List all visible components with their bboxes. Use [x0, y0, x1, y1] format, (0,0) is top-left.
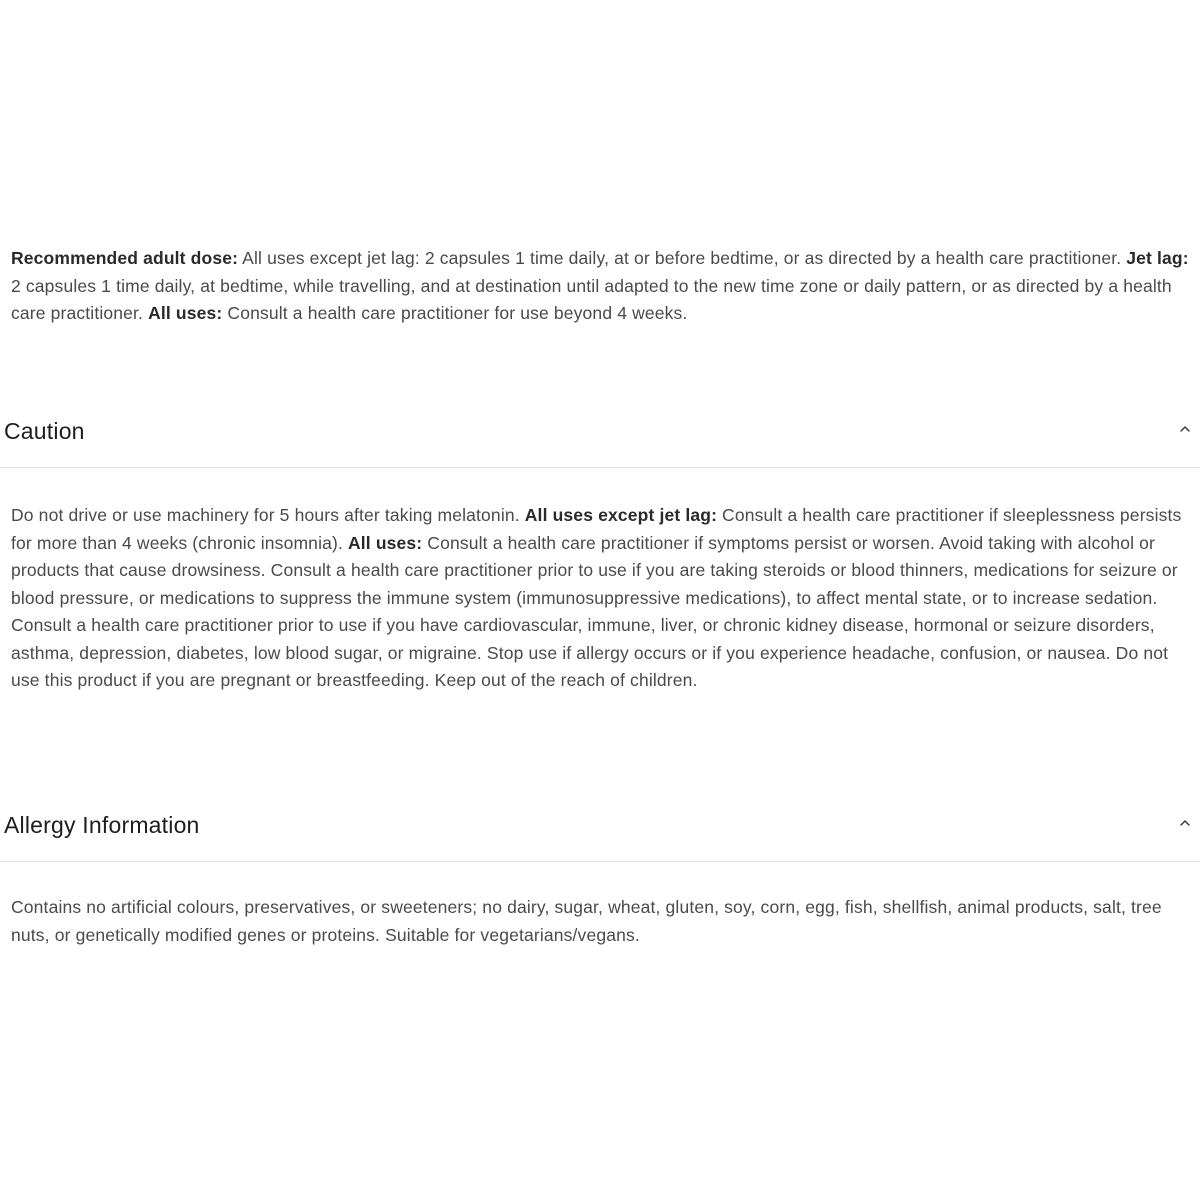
caution-text-except-jet-lag: Consult a health care practitioner if sleeplessness persists for more than 4 weeks (chronic insomnia).: [11, 505, 1182, 553]
caution-text-intro: Do not drive or use machinery for 5 hours after taking melatonin.: [11, 505, 525, 525]
dose-paragraph: [11, 245, 1194, 328]
caution-text-all-uses: Consult a health care practitioner if symptoms persist or worsen. Avoid taking with alcohol or products that cause drowsiness. Consult a health care practitioner prior to use if you are taking steroids or blood thinners, medications for seizure or blood pressure, or medications to suppress the immune system (immunosuppressive medications), to affect mental state, or to increase sedation. Consult a health care practitioner prior to use if you have cardiovascular, immune, liver, or chronic kidney disease, hormonal or seizure disorders, asthma, depression, diabetes, low blood sugar, or migraine. Stop use if allergy occurs or if you experience headache, confusion, or nausea. Do not use this product if you are pregnant or breastfeeding. Keep out of the reach of children.: [11, 532, 1178, 690]
caution-label-except-jet-lag: All uses except jet lag:: [524, 505, 718, 525]
dose-text-all-uses: Consult a health care practitioner for use beyond 4 weeks.: [222, 303, 688, 323]
caution-label-all-uses: All uses:: [348, 532, 423, 553]
chevron-up-icon[interactable]: [1178, 422, 1192, 436]
allergy-accordion-header[interactable]: [0, 802, 1200, 862]
dose-label-all-uses: All uses:: [148, 303, 223, 323]
caution-paragraph: [11, 502, 1194, 695]
dose-text-recommended: All uses except jet lag: 2 capsules 1 time daily, at or before bedtime, or as directed by a health care practitioner.: [238, 248, 1127, 268]
dose-label-recommended: Recommended adult dose:: [11, 248, 239, 268]
allergy-title: Allergy Information: [4, 812, 200, 838]
dose-label-jet-lag: Jet lag:: [1126, 248, 1189, 268]
caution-title: Caution: [4, 418, 85, 444]
allergy-paragraph: Contains no artificial colours, preservatives, or sweeteners; no dairy, sugar, wheat, gluten, soy, corn, egg, fish, shellfish, animal products, salt, tree nuts, or genetically modified genes or proteins. Suitable for vegetarians/vegans.: [11, 897, 1162, 945]
caution-accordion-header[interactable]: [0, 408, 1200, 468]
chevron-up-icon[interactable]: [1178, 816, 1192, 830]
dose-text-jet-lag: 2 capsules 1 time daily, at bedtime, while travelling, and at destination until adapted to the new time zone or daily pattern, or as directed by a health care practitioner.: [11, 275, 1172, 323]
